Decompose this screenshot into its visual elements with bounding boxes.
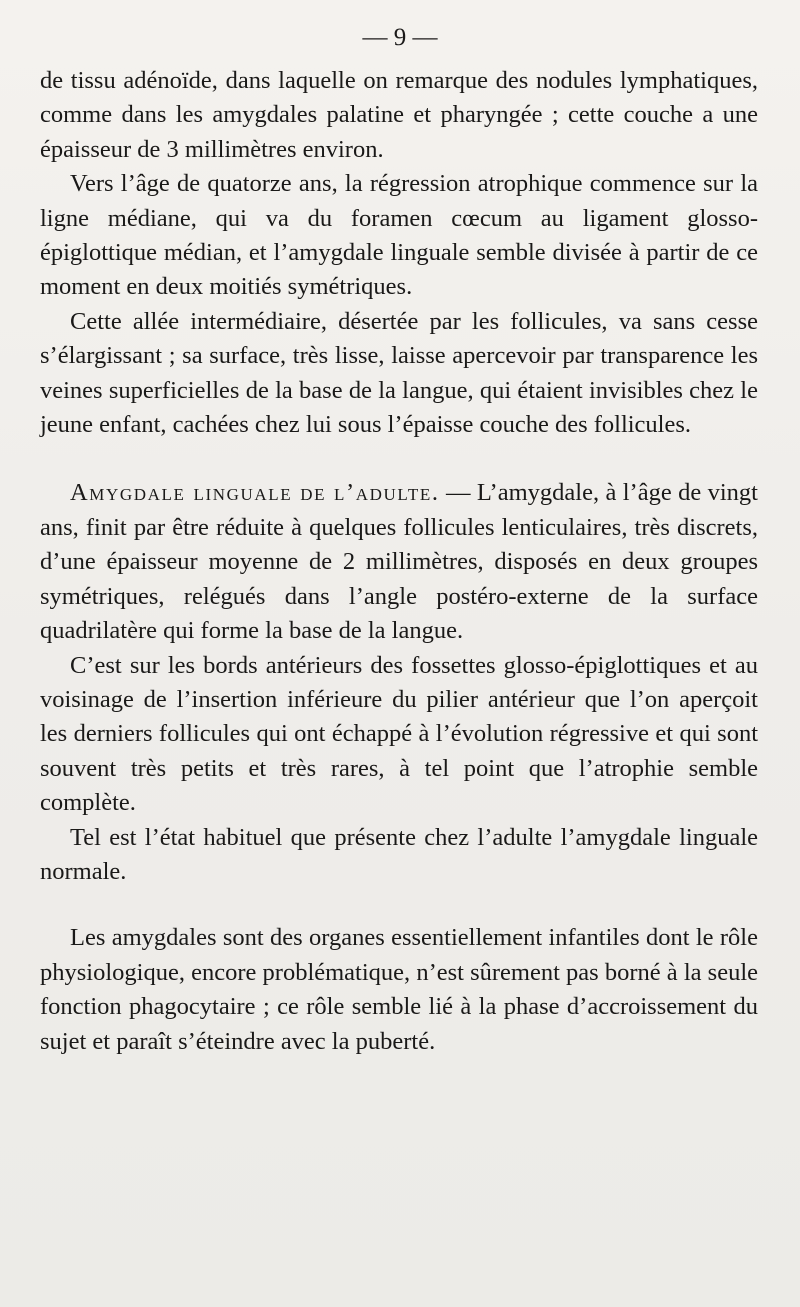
paragraph-3: Cette allée intermédiaire, désertée par les follicules, va sans cesse s’élargissant ; sa surface, très lisse, laisse apercevoir par transparence les veines superficielles de la base de la langue, qui étaient invisibles chez le jeune enfant, cachées chez lui sous l’épaisse couche des follicules. <box>40 307 758 439</box>
page-body <box>40 64 758 1059</box>
paragraph-6: Tel est l’état habituel que présente chez l’adulte l’amygdale linguale normale. <box>40 823 758 885</box>
paragraph-2: Vers l’âge de quatorze ans, la régression atrophique commence sur la ligne médiane, qui va du foramen cœcum au ligament glosso-épiglottique médian, et l’amygdale linguale semble divisée à partir de ce moment en deux moitiés symétriques. <box>40 170 758 301</box>
section-heading: Amygdale linguale de l’adulte. <box>70 479 440 507</box>
paragraph-7: Les amygdales sont des organes essentiellement infantiles dont le rôle physiologique, encore problématique, n’est sûrement pas borné à la seule fonction phagocytaire ; ce rôle semble lié à la phase d’accroissement du sujet et paraît s’éteindre avec la puberté. <box>40 924 758 1055</box>
section-text: — L’amygdale, à l’âge de vingt ans, finit par être réduite à quelques follicules lenticulaires, très discrets, d’une épaisseur moyenne de 2 millimètres, disposés en deux groupes symétriques, relégués dans l’angle postéro-externe de la surface quadrilatère qui forme la base de la langue. <box>40 479 758 645</box>
paragraph-5: C’est sur les bords antérieurs des fossettes glosso-épiglottiques et au voisinage de l’insertion inférieure du pilier antérieur que l’on aperçoit les derniers follicules qui ont échappé à l’évolution régressive et qui sont souvent très petits et très rares, à tel point que l’atrophie semble complète. <box>40 651 758 817</box>
paragraph-1: de tissu adénoïde, dans laquelle on remarque des nodules lymphatiques, comme dans les amygdales palatine et pharyngée ; cette couche a une épaisseur de 3 millimètres environ. <box>40 67 758 163</box>
page-number: — 9 — <box>362 24 438 51</box>
paragraph-adult-section <box>40 476 758 648</box>
